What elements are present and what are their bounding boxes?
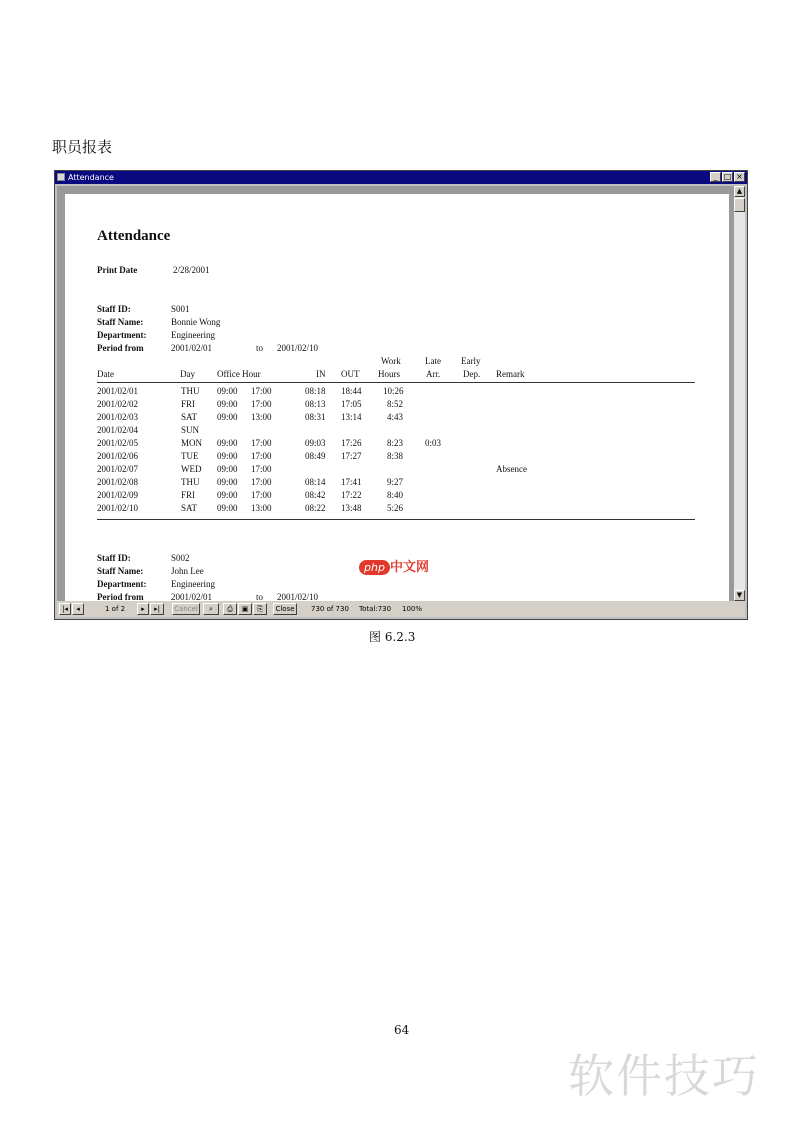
print-setup-icon[interactable]: ⎘: [253, 603, 267, 615]
section-title: 职员报表: [52, 138, 113, 156]
section-rule: [97, 519, 695, 520]
print-icon[interactable]: ⎙: [223, 603, 237, 615]
cell-work-hours: 9:27: [387, 477, 404, 487]
cell-office-start: 09:00: [217, 399, 238, 409]
cell-office-start: 09:00: [217, 503, 238, 513]
cell-day: THU: [181, 386, 200, 396]
col-remark: Remark: [496, 369, 525, 379]
report-navigation-bar: [57, 601, 745, 617]
page-number: 64: [394, 1023, 410, 1037]
period-to-value: 2001/02/10: [277, 343, 319, 353]
cell-date: 2001/02/02: [97, 399, 139, 409]
php-logo-text: 中文网: [389, 560, 429, 575]
cell-date: 2001/02/09: [97, 490, 139, 500]
staff-id-label: Staff ID:: [97, 553, 131, 563]
col-early-top: Early: [461, 356, 481, 366]
cell-office-end: 13:00: [251, 412, 272, 422]
col-date: Date: [97, 369, 114, 379]
cell-date: 2001/02/10: [97, 503, 139, 513]
col-out: OUT: [341, 369, 360, 379]
col-office-hour: Office Hour: [217, 369, 261, 379]
cell-out: 17:05: [341, 399, 362, 409]
cell-day: SUN: [181, 425, 200, 435]
cell-work-hours: 4:43: [387, 412, 404, 422]
period-from-value: 2001/02/01: [171, 343, 213, 353]
department-label: Department:: [97, 330, 147, 340]
department-label: Department:: [97, 579, 147, 589]
cell-date: 2001/02/08: [97, 477, 139, 487]
cell-work-hours: 5:26: [387, 503, 404, 513]
page-indicator: 1 of 2: [105, 605, 126, 613]
staff-name-label: Staff Name:: [97, 566, 144, 576]
staff-id-value: S001: [171, 304, 190, 314]
period-to-value: 2001/02/10: [277, 592, 319, 601]
cell-in: 08:18: [305, 386, 326, 396]
cell-office-start: 09:00: [217, 451, 238, 461]
scroll-up-icon[interactable]: ▲: [734, 186, 745, 197]
col-in: IN: [316, 369, 326, 379]
staff-name-value: John Lee: [171, 566, 204, 576]
cell-in: 08:31: [305, 412, 326, 422]
report-page: [65, 194, 729, 601]
cell-office-end: 17:00: [251, 464, 272, 474]
cell-day: FRI: [181, 399, 196, 409]
cell-out: 17:26: [341, 438, 362, 448]
cell-date: 2001/02/06: [97, 451, 139, 461]
cell-work-hours: 10:26: [383, 386, 404, 396]
watermark: 软件技巧: [568, 1049, 760, 1103]
staff-name-value: Bonnie Wong: [171, 317, 221, 327]
cell-day: TUE: [181, 451, 199, 461]
window-title: Attendance: [68, 173, 114, 182]
col-work-bottom: Hours: [378, 369, 400, 379]
next-page-button[interactable]: ▸: [137, 603, 149, 615]
cell-office-end: 17:00: [251, 438, 272, 448]
cell-office-start: 09:00: [217, 477, 238, 487]
previous-page-button[interactable]: ◂: [72, 603, 84, 615]
header-rule: [97, 382, 695, 383]
col-early-bottom: Dep.: [463, 369, 481, 379]
attendance-window: [54, 170, 748, 620]
scroll-down-icon[interactable]: ▼: [734, 590, 745, 601]
scroll-thumb[interactable]: [734, 198, 745, 212]
figure-caption: 图 6.2.3: [369, 630, 416, 644]
cell-date: 2001/02/04: [97, 425, 139, 435]
col-day: Day: [180, 369, 195, 379]
print-date-label: Print Date: [97, 265, 138, 275]
cell-office-end: 17:00: [251, 399, 272, 409]
cell-day: MON: [181, 438, 203, 448]
cell-office-end: 17:00: [251, 451, 272, 461]
period-from-label: Period from: [97, 343, 144, 353]
period-from-value: 2001/02/01: [171, 592, 213, 601]
report-title: Attendance: [97, 228, 171, 244]
cell-work-hours: 8:40: [387, 490, 404, 500]
close-button[interactable]: Close: [273, 603, 297, 615]
cell-day: SAT: [181, 503, 198, 513]
staff-name-label: Staff Name:: [97, 317, 144, 327]
staff-id-value: S002: [171, 553, 190, 563]
record-total: Total:730: [359, 605, 392, 613]
vertical-scrollbar[interactable]: [733, 186, 745, 601]
cell-work-hours: 8:38: [387, 451, 404, 461]
department-value: Engineering: [171, 579, 215, 589]
cell-office-end: 17:00: [251, 477, 272, 487]
print-date-value: 2/28/2001: [173, 265, 210, 275]
cell-out: 17:27: [341, 451, 362, 461]
cell-in: 08:49: [305, 451, 326, 461]
cell-in: 08:42: [305, 490, 326, 500]
first-page-button[interactable]: |◂: [59, 603, 71, 615]
cell-in: 08:14: [305, 477, 326, 487]
cell-date: 2001/02/01: [97, 386, 139, 396]
cell-date: 2001/02/03: [97, 412, 139, 422]
report-viewport: [57, 186, 733, 601]
close-window-button[interactable]: ×: [734, 172, 745, 182]
cell-office-end: 17:00: [251, 386, 272, 396]
maximize-button[interactable]: □: [723, 172, 732, 181]
cell-office-start: 09:00: [217, 386, 238, 396]
cell-date: 2001/02/05: [97, 438, 139, 448]
cell-out: 13:48: [341, 503, 362, 513]
staff-id-label: Staff ID:: [97, 304, 131, 314]
col-work-top: Work: [381, 356, 401, 366]
period-from-label: Period from: [97, 592, 144, 601]
col-late-bottom: Arr.: [426, 369, 441, 379]
cell-date: 2001/02/07: [97, 464, 139, 474]
last-page-button[interactable]: ▸|: [150, 603, 164, 615]
record-count: 730 of 730: [311, 605, 349, 613]
cell-in: 08:22: [305, 503, 326, 513]
cell-day: SAT: [181, 412, 198, 422]
php-logo-badge: php: [359, 560, 390, 575]
cell-office-start: 09:00: [217, 438, 238, 448]
minimize-button[interactable]: _: [710, 172, 721, 182]
window-titlebar[interactable]: [55, 171, 747, 184]
export-icon[interactable]: ▣: [238, 603, 252, 615]
cell-day: THU: [181, 477, 200, 487]
cell-day: FRI: [181, 490, 196, 500]
app-icon: [57, 173, 65, 181]
cancel-button[interactable]: Cancel: [172, 603, 200, 615]
cell-office-end: 13:00: [251, 503, 272, 513]
department-value: Engineering: [171, 330, 215, 340]
cell-office-end: 17:00: [251, 490, 272, 500]
cell-out: 13:14: [341, 412, 362, 422]
cell-office-start: 09:00: [217, 490, 238, 500]
cell-work-hours: 8:52: [387, 399, 404, 409]
zoom-icon[interactable]: ⌕: [203, 603, 219, 615]
col-late-top: Late: [425, 356, 441, 366]
cell-out: 17:22: [341, 490, 362, 500]
zoom-level: 100%: [402, 605, 423, 613]
cell-out: 18:44: [341, 386, 362, 396]
cell-in: 08:13: [305, 399, 326, 409]
cell-remark: Absence: [496, 464, 527, 474]
cell-work-hours: 8:23: [387, 438, 404, 448]
cell-in: 09:03: [305, 438, 326, 448]
cell-out: 17:41: [341, 477, 362, 487]
cell-day: WED: [181, 464, 202, 474]
cell-office-start: 09:00: [217, 464, 238, 474]
cell-office-start: 09:00: [217, 412, 238, 422]
cell-late-arrival: 0:03: [425, 438, 442, 448]
period-to-label: to: [256, 343, 264, 353]
php-logo: [359, 556, 429, 575]
period-to-label: to: [256, 592, 264, 601]
